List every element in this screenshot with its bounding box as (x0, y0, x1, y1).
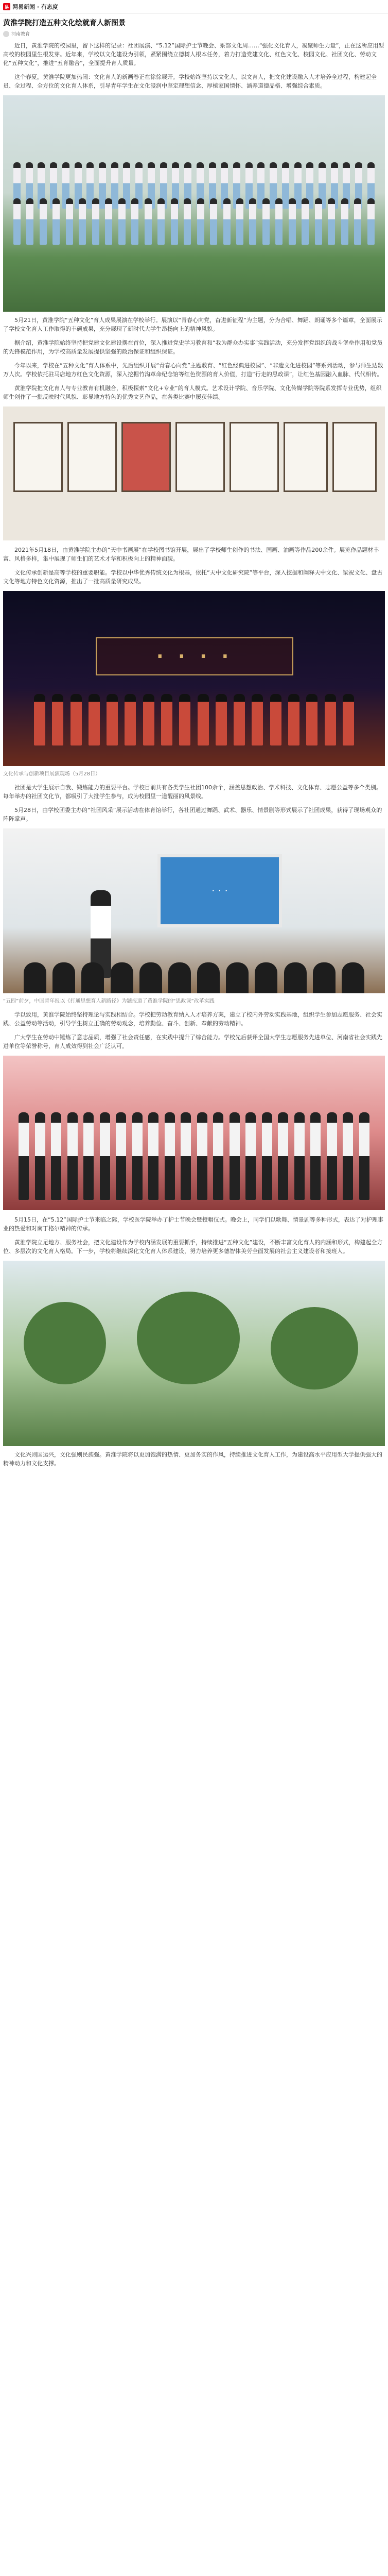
paragraph: 据介绍，黄淮学院始终坚持把党建文化建设摆在首位，深入推进党史学习教育和“我为群众办实事”实践活动，充分发挥党组织的战斗堡垒作用和党员的先锋模范作用，为学校高质量发展提供坚强的政治保证和组织保证。 (3, 340, 383, 355)
photo-caption: 文化传承与创新项目展演现场（5月28日） (3, 771, 101, 777)
photo-classroom[interactable] (3, 828, 385, 993)
stage-sign: · · · · (96, 637, 293, 675)
article-meta (3, 30, 385, 37)
paragraph: 文化兴则国运兴，文化强则民族强。黄淮学院将以更加饱满的热情、更加务实的作风，持续推进文化育人工作，为建设高水平应用型大学提供强大的精神动力和文化支撑。 (3, 1451, 382, 1467)
exhibit-frame (332, 422, 377, 492)
paragraph: 黄淮学院立足地方、服务社会，把文化建设作为学校内涵发展的重要抓手，持续推进“五种文化”建设，不断丰富文化育人的内涵和形式，构建起全方位、多层次的文化育人格局。下一步，学校将继续深化文化育人体系建设，努力培养更多德智体美劳全面发展的社会主义建设者和接班人。 (3, 1239, 383, 1255)
paragraph: 5月21日，黄淮学院“五种文化”育人成果展演在学校举行。展演以“青春心向党，奋进新征程”为主题，分为合唱、舞蹈、朗诵等多个篇章，全面展示了学校文化育人工作取得的丰硕成果，充分展现了新时代大学生昂扬向上的精神风貌。 (3, 317, 382, 332)
tree (24, 1302, 106, 1384)
exhibit-frame (121, 422, 171, 492)
photo-stage[interactable] (3, 591, 385, 766)
paragraph: 文化传承创新是高等学校的重要职能。学校以中华优秀传统文化为根基，依托“天中文化研究院”等平台，深入挖掘和阐释天中文化、梁祝文化、盘古文化等地方特色文化资源，推出了一批高质量研究成果。 (3, 569, 383, 585)
paragraph: 5月28日，由学校团委主办的“社团风采”展示活动在体育馆举行，各社团通过舞蹈、武术、器乐、情景剧等形式展示了社团成果，获得了现场观众的阵阵掌声。 (3, 807, 382, 822)
article-source[interactable]: 河南教育 (11, 32, 30, 37)
photo-ceremony[interactable] (3, 1056, 385, 1210)
exhibit-frame (284, 422, 328, 492)
paragraph: 黄淮学院把文化育人与专业教育有机融合，积极探索“文化+专业”的育人模式。艺术设计学院、音乐学院、文化传媒学院等院系发挥专业优势，组织师生创作了一批反映时代风貌、彰显地方特色的优秀文艺作品，在各类比赛中屡获佳绩。 (3, 385, 382, 400)
photo-exhibition[interactable] (3, 406, 385, 540)
source-avatar[interactable] (3, 31, 9, 37)
paragraph: 2021年5月18日，由黄淮学院主办的“天中书画展”在学校图书馆开展，展出了学校师生创作的书法、国画、油画等作品200余件。展览作品题材丰富、风格多样，集中展现了师生们的艺术才华和积极向上的精神面貌。 (3, 547, 379, 562)
paragraph: 学以致用，黄淮学院始终坚持理论与实践相结合。学校把劳动教育纳入人才培养方案，建立了校内外劳动实践基地，组织学生参加志愿服务、社会实践、公益劳动等活动，引导学生树立正确的劳动观念，培养勤俭、奋斗、创新、奉献的劳动精神。 (3, 1011, 382, 1027)
exhibit-frame (230, 422, 279, 492)
netease-logo-icon[interactable]: 易 (3, 3, 10, 10)
top-bar (0, 0, 388, 14)
exhibit-frame (175, 422, 225, 492)
tree (137, 1292, 240, 1384)
paragraph: 这个春夏，黄淮学院更加热闹：文化育人的新画卷正在徐徐展开。学校始终坚持以文化人、以文育人，把文化建设融入人才培养全过程，构建起全员、全过程、全方位的文化育人体系，引导青年学生在文化浸润中坚定理想信念、厚植家国情怀、涵养道德品格、增强综合素质。 (3, 74, 377, 89)
ceremony-participants (19, 1107, 369, 1200)
exhibit-frame (13, 422, 63, 492)
paragraph: 广大学生在劳动中锤炼了意志品质，增强了社会责任感，在实践中提升了综合能力。学校先后获评全国大学生志愿服务先进单位、河南省社会实践先进单位等荣誉称号，育人成效得到社会广泛认可。 (3, 1034, 382, 1049)
exhibit-frame (67, 422, 117, 492)
stage-performers (34, 689, 354, 745)
paragraph: 社团是大学生展示自我、锻炼能力的重要平台。学校目前共有各类学生社团100余个，涵盖思想政治、学术科技、文化体育、志愿公益等多个类别。每年举办的社团文化节，都吸引了大批学生参与，成为校园里一道靓丽的风景线。 (3, 784, 382, 800)
article-content (0, 18, 388, 1494)
photo-caption: “五四”前夕，中国青年报以《打通思想育人新路径》为题报道了黄淮学院的“思政课”改革实践 (3, 998, 215, 1004)
photo-campus-outdoor[interactable] (3, 1261, 385, 1446)
projection-screen: · · · (157, 854, 282, 927)
tree (271, 1307, 358, 1389)
photo-chorus[interactable] (3, 95, 385, 312)
article-title: 黄淮学院打造五种文化绘就育人新图景 (3, 19, 126, 27)
chorus-row-front (13, 198, 375, 245)
paragraph: 近日，黄淮学院的校园里，留下这样的记录：社团展演、“5.12”国际护士节晚会、系部文化周……“强化文化育人，凝聚师生力量”，正在这所应用型高校的校园里生根发芽。近年来，学校以文化建设为引领，紧紧围绕立德树人根本任务，着力打造党建文化、红色文化、校园文化、社团文化、劳动文化“五种文化”，推进“五育融合”，全面提升育人质量。 (3, 42, 384, 66)
brand-name[interactable]: 网易新闻 · 有态度 (12, 4, 58, 10)
paragraph: 今年以来，学校在“五种文化”育人体系中，先后组织开展“青春心向党”主题教育、“红色经典进校园”、“非遗文化进校园”等系列活动，参与师生达数万人次。学校依托驻马店地方红色文化资源，深入挖掘竹沟革命纪念馆等红色资源的育人价值，打造“行走的思政课”，让红色基因融入血脉、代代相传。 (3, 362, 383, 378)
audience-heads (24, 962, 364, 993)
footer-spacer (3, 1473, 385, 1494)
paragraph: 5月15日，在“5.12”国际护士节来临之际，学校医学院举办了护士节晚会暨授帽仪式。晚会上，同学们以歌舞、情景剧等多种形式，表达了对护理事业的热爱和对南丁格尔精神的传承。 (3, 1216, 383, 1232)
